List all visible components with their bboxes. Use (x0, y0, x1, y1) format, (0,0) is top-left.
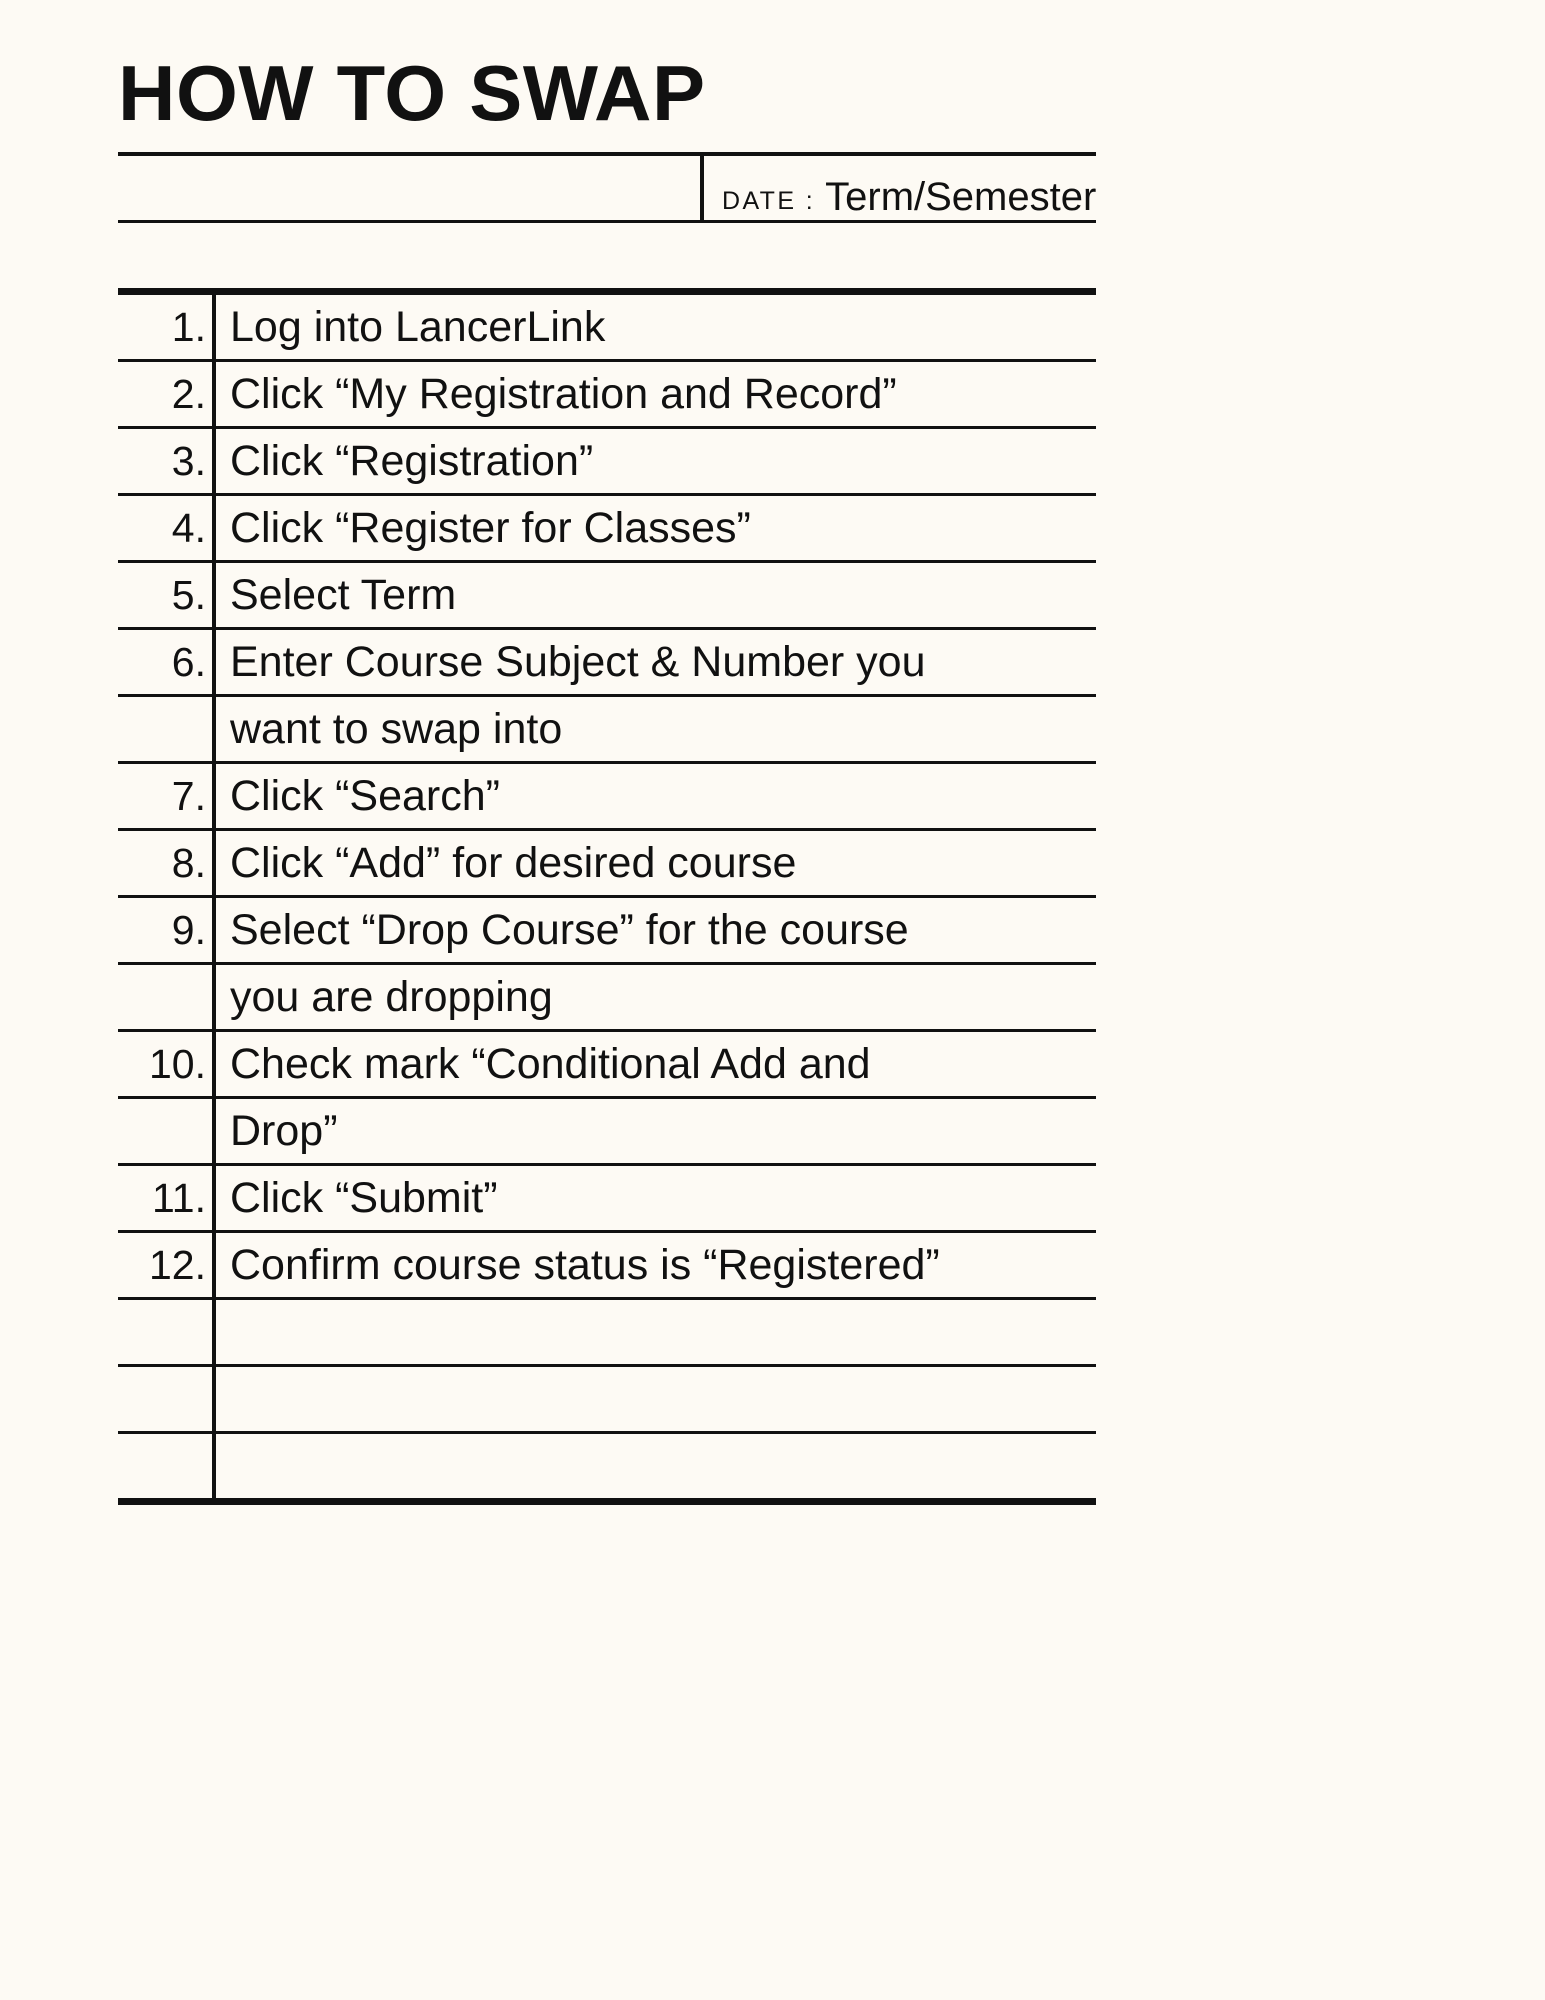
row-number: 10. (149, 1041, 206, 1087)
table-row[interactable] (118, 563, 1096, 630)
row-number: 2. (171, 371, 206, 417)
table-row[interactable] (118, 429, 1096, 496)
table-row[interactable] (118, 1032, 1096, 1099)
table-row[interactable] (118, 1434, 1096, 1505)
page-title: HOW TO SWAP (118, 49, 706, 137)
table-row[interactable] (118, 965, 1096, 1032)
row-text[interactable]: Select Term (230, 571, 457, 619)
row-text[interactable]: Click “Submit” (230, 1174, 498, 1222)
table-row[interactable] (118, 764, 1096, 831)
table-row[interactable] (118, 1233, 1096, 1300)
row-number: 7. (171, 773, 206, 819)
row-text[interactable]: Click “Add” for desired course (230, 839, 797, 887)
table-top-rule (118, 288, 1096, 295)
row-text[interactable]: you are dropping (230, 973, 553, 1021)
table-row[interactable] (118, 898, 1096, 965)
row-text[interactable]: Select “Drop Course” for the course (230, 906, 909, 954)
table-row[interactable] (118, 295, 1096, 362)
table-row[interactable] (118, 1367, 1096, 1434)
table-row[interactable] (118, 630, 1096, 697)
date-value[interactable]: Term/Semester (825, 175, 1097, 219)
row-text[interactable]: Click “Search” (230, 772, 500, 820)
table-row[interactable] (118, 362, 1096, 429)
row-number: 11. (152, 1175, 206, 1221)
row-number: 8. (171, 840, 206, 886)
page-title-container (118, 44, 1098, 142)
date-cell[interactable] (704, 156, 1096, 220)
row-number: 3. (171, 438, 206, 484)
table-row[interactable] (118, 831, 1096, 898)
row-number: 5. (171, 572, 206, 618)
header-bottom-rule-left (118, 220, 702, 223)
header-blank-cell[interactable] (118, 156, 698, 220)
checklist-table (118, 288, 1096, 1505)
table-row[interactable] (118, 1166, 1096, 1233)
table-row[interactable] (118, 697, 1096, 764)
row-text[interactable]: Log into LancerLink (230, 303, 606, 351)
header-bottom-rule-right (702, 220, 1096, 223)
row-text[interactable]: Click “Register for Classes” (230, 504, 751, 552)
row-number: 1. (171, 304, 206, 350)
row-text[interactable]: Confirm course status is “Registered” (230, 1241, 940, 1289)
row-text[interactable]: Click “My Registration and Record” (230, 370, 897, 418)
row-number: 6. (171, 639, 206, 685)
row-text[interactable]: Check mark “Conditional Add and (230, 1040, 871, 1088)
row-text[interactable]: Enter Course Subject & Number you (230, 638, 926, 686)
row-number: 4. (171, 505, 206, 551)
header-row (118, 156, 1096, 220)
row-text[interactable]: Click “Registration” (230, 437, 594, 485)
date-label: DATE : (722, 187, 816, 215)
row-number: 12. (149, 1242, 206, 1288)
table-row[interactable] (118, 496, 1096, 563)
row-number: 9. (171, 907, 206, 953)
checklist-rows (118, 295, 1096, 1505)
table-row[interactable] (118, 1300, 1096, 1367)
row-text[interactable]: Drop” (230, 1107, 338, 1155)
table-row[interactable] (118, 1099, 1096, 1166)
row-text[interactable]: want to swap into (230, 705, 563, 753)
